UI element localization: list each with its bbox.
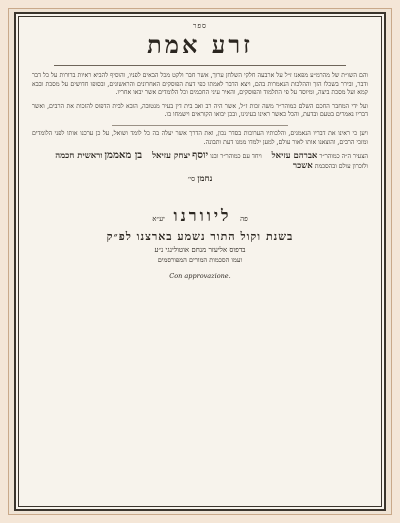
signature-text: ויחד עם כמוהר״ר ובנו [210,153,262,161]
second-paragraph: ועל ידי המחבר החכם השלם כמוהר״ר משה זכות ז״ל, אשר היה רב ואב בית דין בעיר מנטובה, הובא לבית הדפוס להזכות את הרבים, ואשר דבריו נאמרים בטעם ובדעת, והכל כאשר ראינו בעינינו, ובכן יבואו הקוראים וישמחו בו. [32,102,368,119]
approbation-note: Con approvazione. [169,272,231,281]
closing-signature [32,173,368,184]
title-divider [54,65,346,66]
city-prefix: פה [240,215,248,224]
city-name: ליוורנו [173,206,232,226]
signature-name-avraham: אברהם עזיאל [271,151,318,162]
signature-suffix: סי׳ [187,175,196,184]
signature-name-ashkar: אשכר [292,160,313,171]
signature-name-reshit: וראשית חכמה [55,151,103,162]
signature-name-nachman: נחמן [197,174,213,185]
signature-name-yitzhak: יצחק עזיאל [152,151,191,162]
signature-text: הצעיר ה״ה כמוהר״ר [319,153,368,161]
third-paragraph: ויען כי ראינו את דבריו הנאמנים, והלכותיו הערוכות בסדר נכון, ואת הדרך אשר יעלה בה כל לומד ושואל, על כן ערכנו אותו לפני הלומדים ומזכי הרבים, והוצאנו אותו לאור עולם, למען ילמדו ממנו דעת ותבונה. [32,129,368,146]
book-title: זרע אמת [147,30,253,59]
imprint-year: בשנת וקול התור נשמע בארצנו לפ״ק [106,230,294,244]
spacer [32,184,368,206]
city-suffix: יע״א [152,215,165,224]
signature-name-yosef: יוסף [192,150,209,162]
imprint-city [32,206,368,226]
intro-paragraph: והם השו״ת של מהרמ״ע מפאנו ז״ל על ארבעה חלקי השלחן ערוך, אשר חבר ולקט מכל הבאים לפניו, והוסיף להביא ראיות ברורות על כל דבר ודבר, ובירר בשכלו הזך וההלכות הנאמרות בהם, ויצא הדבר לאמתו כפי דעת הפוסקים האחרונים והראשונים, ובסופו חדושים על מסכת ובבא קמא ועל מסכת ביצה, ומיוסד על פי התלמוד והפוסקים, והאיר עיני החכמים וכל הלומדים אשר יבאו אחריו. [32,72,368,97]
signature-text: ולזכרון עולם ובהסכמת [314,162,368,170]
signature-name-ben-mamman: בן מאממן [104,150,143,162]
imprint-approval: ועמו הסכמות המורים המפורסמים [157,256,243,265]
section-divider [112,125,288,126]
title-page [14,12,386,511]
signature-block [32,152,368,171]
book-label: ספר [192,22,208,30]
imprint-printer: בדפוס אליעזר מנחם אוטולינגי נ״ע [154,246,246,255]
